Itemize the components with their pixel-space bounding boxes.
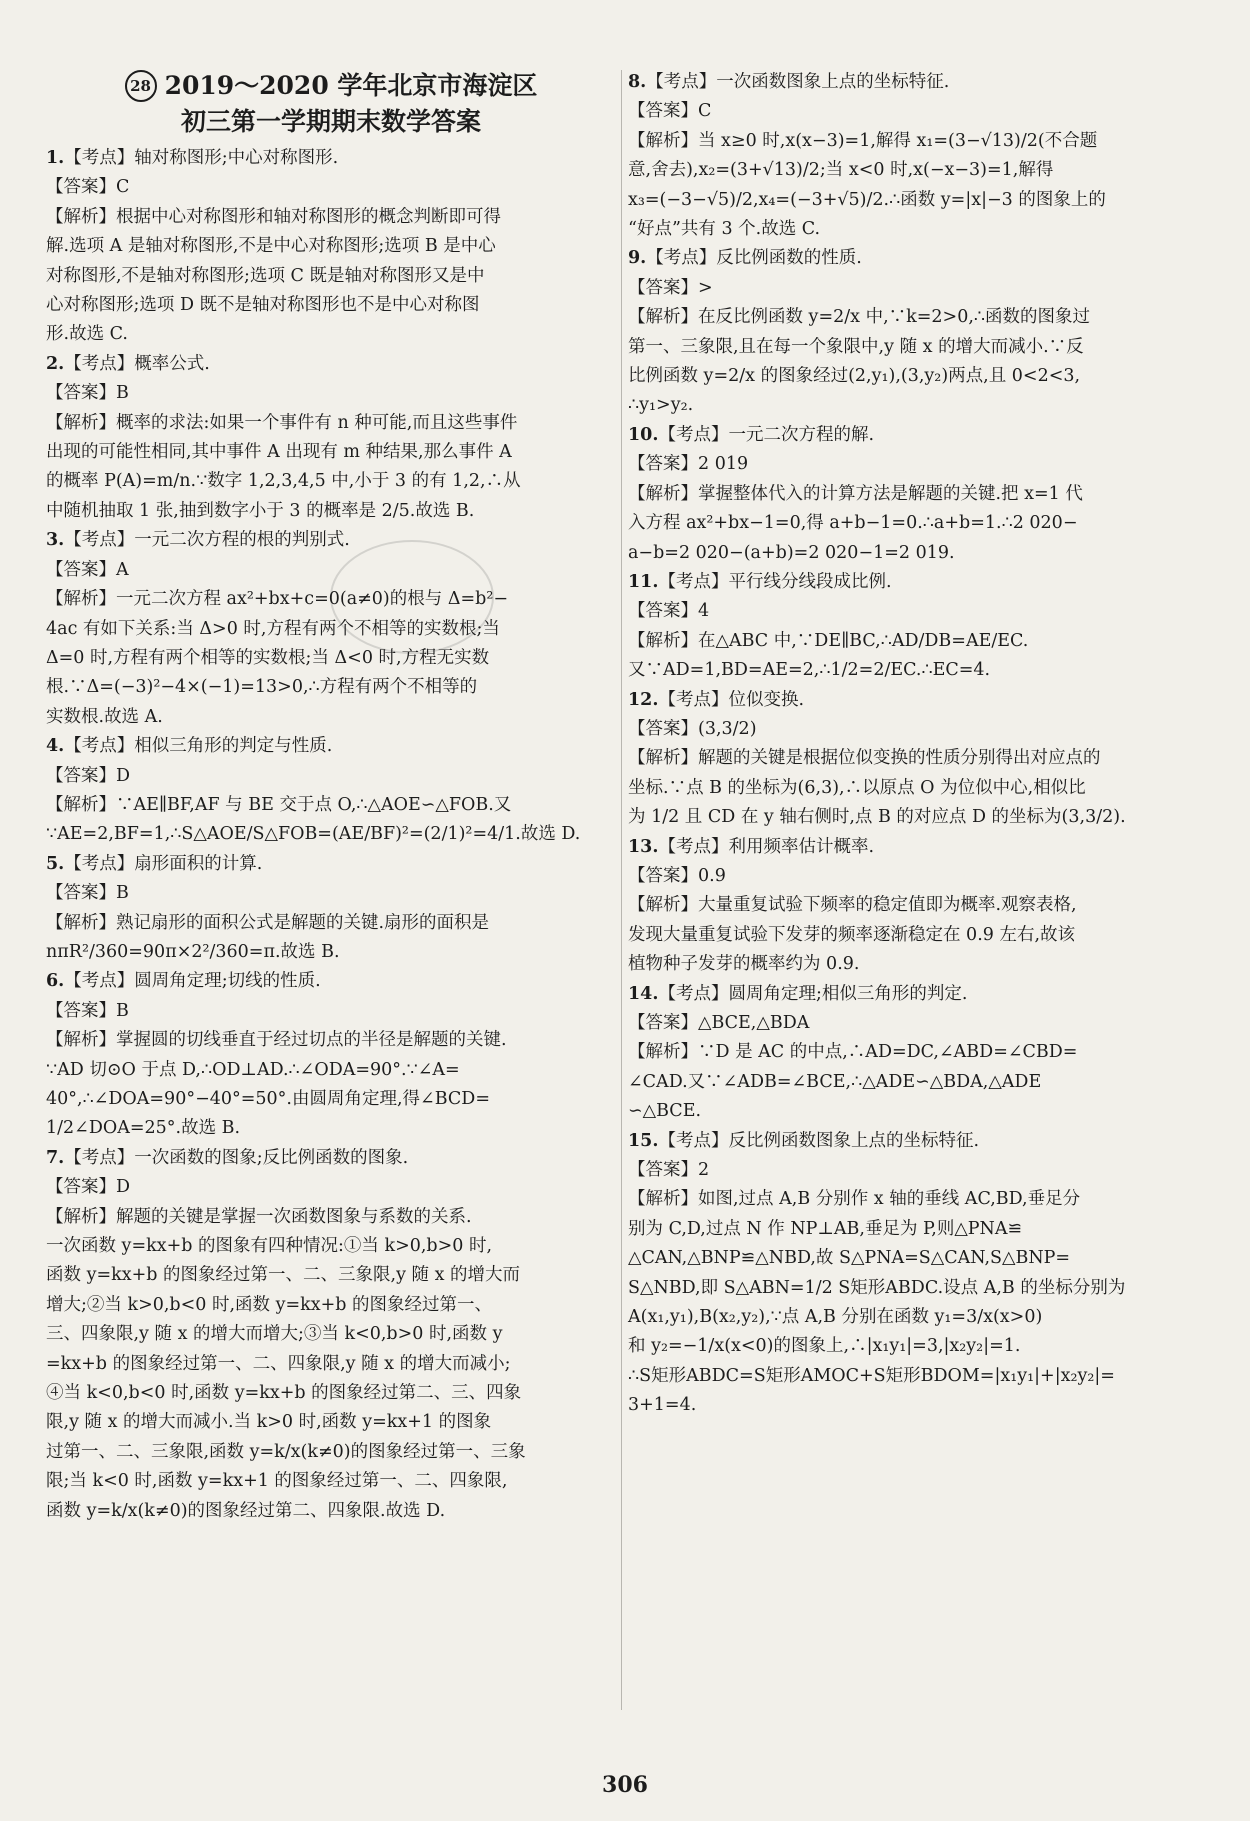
analysis-line: 40°,∴∠DOA=90°−40°=50°.由圆周角定理,得∠BCD= bbox=[46, 1089, 490, 1109]
analysis-line: 一次函数 y=kx+b 的图象有四种情况:①当 k>0,b>0 时, bbox=[46, 1236, 493, 1257]
kaodian-row bbox=[46, 967, 616, 996]
answer-row: 【答案】2 bbox=[628, 1160, 710, 1181]
analysis-line: ④当 k<0,b<0 时,函数 y=kx+b 的图象经过第二、三、四象 bbox=[46, 1383, 522, 1404]
question-block bbox=[46, 350, 616, 526]
left-question-list bbox=[46, 144, 616, 1526]
question-block bbox=[46, 144, 616, 350]
question-number: 10. bbox=[628, 424, 659, 445]
analysis-line: Δ=0 时,方程有两个相等的实数根;当 Δ<0 时,方程无实数 bbox=[46, 647, 490, 668]
analysis-line: 发现大量重复试验下发芽的频率逐渐稳定在 0.9 左右,故该 bbox=[628, 924, 1076, 945]
analysis-line: △CAN,△BNP≌△NBD,故 S△PNA=S△CAN,S△BNP= bbox=[628, 1248, 1071, 1269]
analysis-line: 【解析】∵D 是 AC 的中点,∴AD=DC,∠ABD=∠CBD= bbox=[628, 1042, 1078, 1063]
question-number: 8. bbox=[628, 72, 647, 92]
analysis-line: 增大;②当 k>0,b<0 时,函数 y=kx+b 的图象经过第一、 bbox=[46, 1294, 493, 1315]
question-block bbox=[46, 967, 616, 1143]
answer-row: 【答案】C bbox=[628, 101, 712, 122]
answer-row: 【答案】2 019 bbox=[628, 454, 749, 475]
analysis-line: 函数 y=k/x(k≠0)的图象经过第二、四象限.故选 D. bbox=[46, 1500, 446, 1521]
analysis-line: ∵AD 切⊙O 于点 D,∴OD⊥AD.∴∠ODA=90°.∵∠A= bbox=[46, 1059, 460, 1080]
analysis-line: x₃=(−3−√5)/2,x₄=(−3+√5)/2.∴函数 y=|x|−3 的图象上的 bbox=[628, 189, 1106, 210]
analysis-line: 入方程 ax²+bx−1=0,得 a+b−1=0.∴a+b=1.∴2 020− bbox=[628, 513, 1078, 534]
question-block bbox=[628, 244, 1198, 420]
question-block bbox=[628, 686, 1198, 833]
question-block bbox=[628, 833, 1198, 980]
kaodian-text: 【考点】扇形面积的计算. bbox=[64, 853, 263, 874]
analysis-line: 三、四象限,y 随 x 的增大而增大;③当 k<0,b>0 时,函数 y bbox=[46, 1324, 503, 1345]
answer-row: 【答案】(3,3/2) bbox=[628, 718, 757, 739]
question-number: 5. bbox=[46, 853, 65, 874]
analysis-line: 限;当 k<0 时,函数 y=kx+1 的图象经过第一、二、四象限, bbox=[46, 1471, 508, 1492]
analysis-line: 【解析】在反比例函数 y=2/x 中,∵k=2>0,∴函数的图象过 bbox=[628, 307, 1091, 328]
kaodian-text: 【考点】圆周角定理;相似三角形的判定. bbox=[658, 983, 968, 1004]
analysis-line: 【解析】掌握整体代入的计算方法是解题的关键.把 x=1 代 bbox=[628, 483, 1083, 504]
left-column bbox=[46, 68, 616, 1526]
kaodian-text: 【考点】平行线分线段成比例. bbox=[658, 571, 892, 592]
right-column bbox=[628, 68, 1198, 1421]
kaodian-row bbox=[628, 980, 1198, 1009]
analysis-line: 实数根.故选 A. bbox=[46, 706, 163, 727]
analysis-line: 出现的可能性相同,其中事件 A 出现有 m 种结果,那么事件 A bbox=[46, 442, 512, 463]
analysis-line: 【解析】概率的求法:如果一个事件有 n 种可能,而且这些事件 bbox=[46, 412, 518, 433]
kaodian-row bbox=[46, 732, 616, 761]
kaodian-text: 【考点】利用频率估计概率. bbox=[658, 836, 875, 857]
analysis-line: 【解析】如图,过点 A,B 分别作 x 轴的垂线 AC,BD,垂足分 bbox=[628, 1189, 1081, 1210]
analysis-line: 限,y 随 x 的增大而减小.当 k>0 时,函数 y=kx+1 的图象 bbox=[46, 1412, 492, 1433]
question-number: 7. bbox=[46, 1147, 65, 1168]
analysis-line: 意,舍去),x₂=(3+√13)/2;当 x<0 时,x(−x−3)=1,解得 bbox=[628, 160, 1054, 181]
analysis-line: 坐标.∵点 B 的坐标为(6,3),∴以原点 O 为位似中心,相似比 bbox=[628, 777, 1086, 798]
question-number: 11. bbox=[628, 571, 659, 592]
kaodian-text: 【考点】一次函数图象上点的坐标特征. bbox=[646, 72, 950, 92]
answer-row: 【答案】4 bbox=[628, 601, 710, 622]
title-line-2: 初三第一学期期末数学答案 bbox=[180, 107, 481, 136]
analysis-line: =kx+b 的图象经过第一、二、四象限,y 随 x 的增大而减小; bbox=[46, 1353, 511, 1374]
answer-row: 【答案】0.9 bbox=[628, 865, 726, 886]
analysis-line: 又∵AD=1,BD=AE=2,∴1/2=2/EC.∴EC=4. bbox=[628, 660, 991, 681]
question-block bbox=[628, 980, 1198, 1127]
analysis-line: 【解析】∵AE∥BF,AF 与 BE 交于点 O,∴△AOE∽△FOB.又 bbox=[46, 794, 512, 815]
kaodian-text: 【考点】相似三角形的判定与性质. bbox=[64, 736, 333, 757]
analysis-line: 函数 y=kx+b 的图象经过第一、二、三象限,y 随 x 的增大而 bbox=[46, 1265, 521, 1286]
kaodian-text: 【考点】位似变换. bbox=[658, 689, 805, 710]
analysis-line: 1/2∠DOA=25°.故选 B. bbox=[46, 1118, 241, 1139]
question-block bbox=[628, 68, 1198, 244]
analysis-line: 第一、三象限,且在每一个象限中,y 随 x 的增大而减小.∵反 bbox=[628, 336, 1084, 357]
kaodian-row bbox=[46, 350, 616, 379]
analysis-line: ∴y₁>y₂. bbox=[628, 395, 694, 416]
question-block bbox=[46, 1144, 616, 1526]
kaodian-row bbox=[628, 833, 1198, 862]
analysis-line: 过第一、二、三象限,函数 y=k/x(k≠0)的图象经过第一、三象 bbox=[46, 1441, 526, 1462]
question-number: 12. bbox=[628, 689, 659, 710]
kaodian-row bbox=[628, 421, 1198, 450]
kaodian-text: 【考点】一次函数的图象;反比例函数的图象. bbox=[64, 1147, 409, 1168]
analysis-line: 【解析】在△ABC 中,∵DE∥BC,∴AD/DB=AE/EC. bbox=[628, 630, 1029, 651]
analysis-line: 【解析】根据中心对称图形和轴对称图形的概念判断即可得 bbox=[46, 206, 501, 227]
question-number: 14. bbox=[628, 983, 659, 1004]
kaodian-row bbox=[46, 526, 616, 555]
analysis-line: S△NBD,即 S△ABN=1/2 S矩形ABDC.设点 A,B 的坐标分别为 bbox=[628, 1277, 1126, 1298]
answer-row: 【答案】B bbox=[46, 883, 129, 904]
analysis-line: ∠CAD.又∵∠ADB=∠BCE,∴△ADE∽△BDA,△ADE bbox=[628, 1071, 1042, 1092]
section-badge: 28 bbox=[125, 70, 157, 102]
analysis-line: 【解析】当 x≥0 时,x(x−3)=1,解得 x₁=(3−√13)/2(不合题 bbox=[628, 130, 1098, 151]
analysis-line: “好点”共有 3 个.故选 C. bbox=[628, 219, 821, 240]
analysis-line: 对称图形,不是轴对称图形;选项 C 既是轴对称图形又是中 bbox=[46, 265, 485, 286]
analysis-line: 根.∵Δ=(−3)²−4×(−1)=13>0,∴方程有两个不相等的 bbox=[46, 677, 478, 698]
analysis-line: 形.故选 C. bbox=[46, 324, 128, 345]
analysis-line: 为 1/2 且 CD 在 y 轴右侧时,点 B 的对应点 D 的坐标为(3,3/2). bbox=[628, 807, 1126, 828]
page-title bbox=[46, 68, 616, 140]
answer-row: 【答案】D bbox=[46, 1177, 131, 1198]
question-block bbox=[628, 421, 1198, 568]
analysis-line: 【解析】熟记扇形的面积公式是解题的关键.扇形的面积是 bbox=[46, 912, 490, 933]
analysis-line: nπR²/360=90π×2²/360=π.故选 B. bbox=[46, 941, 340, 962]
question-block bbox=[46, 850, 616, 968]
analysis-line: 解.选项 A 是轴对称图形,不是中心对称图形;选项 B 是中心 bbox=[46, 236, 496, 257]
kaodian-row bbox=[628, 686, 1198, 715]
question-block bbox=[628, 1127, 1198, 1421]
analysis-line: 【解析】解题的关键是根据位似变换的性质分别得出对应点的 bbox=[628, 748, 1101, 769]
analysis-line: 植物种子发芽的概率约为 0.9. bbox=[628, 954, 860, 975]
analysis-line: 【解析】一元二次方程 ax²+bx+c=0(a≠0)的根与 Δ=b²− bbox=[46, 589, 509, 610]
question-number: 4. bbox=[46, 736, 65, 757]
kaodian-row bbox=[46, 144, 616, 173]
analysis-line: 4ac 有如下关系:当 Δ>0 时,方程有两个不相等的实数根;当 bbox=[46, 618, 500, 639]
kaodian-text: 【考点】概率公式. bbox=[64, 353, 210, 374]
analysis-line: A(x₁,y₁),B(x₂,y₂),∵点 A,B 分别在函数 y₁=3/x(x>0) bbox=[628, 1307, 1043, 1328]
analysis-line: a−b=2 020−(a+b)=2 020−1=2 019. bbox=[628, 542, 955, 563]
question-number: 6. bbox=[46, 971, 65, 992]
question-number: 3. bbox=[46, 530, 65, 551]
kaodian-text: 【考点】轴对称图形;中心对称图形. bbox=[64, 148, 339, 168]
answer-row: 【答案】> bbox=[628, 277, 713, 298]
question-number: 9. bbox=[628, 248, 647, 269]
question-number: 13. bbox=[628, 836, 659, 857]
answer-row: 【答案】B bbox=[46, 383, 129, 404]
analysis-line: 的概率 P(A)=m/n.∵数字 1,2,3,4,5 中,小于 3 的有 1,2,∴从 bbox=[46, 471, 521, 492]
answer-row: 【答案】△BCE,△BDA bbox=[628, 1013, 810, 1033]
analysis-line: 【解析】解题的关键是掌握一次函数图象与系数的关系. bbox=[46, 1206, 472, 1227]
question-number: 2. bbox=[46, 353, 65, 374]
analysis-line: ∵AE=2,BF=1,∴S△AOE/S△FOB=(AE/BF)²=(2/1)²=4/1.故选 D. bbox=[46, 824, 581, 845]
analysis-line: 【解析】掌握圆的切线垂直于经过切点的半径是解题的关键. bbox=[46, 1030, 507, 1051]
kaodian-row bbox=[46, 1144, 616, 1173]
answer-row: 【答案】D bbox=[46, 765, 131, 786]
question-block bbox=[46, 732, 616, 850]
answer-row: 【答案】A bbox=[46, 559, 129, 580]
analysis-line: 中随机抽取 1 张,抽到数字小于 3 的概率是 2/5.故选 B. bbox=[46, 500, 475, 521]
answer-row: 【答案】C bbox=[46, 177, 130, 198]
analysis-line: 别为 C,D,过点 N 作 NP⊥AB,垂足为 P,则△PNA≌ bbox=[628, 1218, 1023, 1239]
analysis-line: 心对称图形;选项 D 既不是轴对称图形也不是中心对称图 bbox=[46, 295, 480, 316]
kaodian-row bbox=[628, 68, 1198, 97]
analysis-line: ∴S矩形ABDC=S矩形AMOC+S矩形BDOM=|x₁y₁|+|x₂y₂|= bbox=[628, 1365, 1115, 1386]
question-number: 15. bbox=[628, 1130, 659, 1151]
kaodian-text: 【考点】一元二次方程的根的判别式. bbox=[64, 530, 350, 551]
analysis-line: ∽△BCE. bbox=[628, 1101, 702, 1122]
analysis-line: 和 y₂=−1/x(x<0)的图象上,∴|x₁y₁|=3,|x₂y₂|=1. bbox=[628, 1336, 1021, 1357]
analysis-line: 比例函数 y=2/x 的图象经过(2,y₁),(3,y₂)两点,且 0<2<3, bbox=[628, 366, 1081, 387]
column-divider bbox=[621, 70, 622, 1710]
kaodian-text: 【考点】反比例函数的性质. bbox=[646, 248, 862, 269]
right-question-list bbox=[628, 68, 1198, 1421]
question-block bbox=[628, 568, 1198, 686]
kaodian-text: 【考点】一元二次方程的解. bbox=[658, 424, 875, 445]
kaodian-row bbox=[628, 244, 1198, 273]
question-number: 1. bbox=[46, 148, 65, 168]
kaodian-text: 【考点】圆周角定理;切线的性质. bbox=[64, 971, 321, 992]
question-block bbox=[46, 526, 616, 732]
title-line-1: 2019～2020 学年北京市海淀区 bbox=[164, 71, 538, 100]
kaodian-text: 【考点】反比例函数图象上点的坐标特征. bbox=[658, 1130, 980, 1151]
analysis-line: 【解析】大量重复试验下频率的稳定值即为概率.观察表格, bbox=[628, 895, 1077, 916]
answer-row: 【答案】B bbox=[46, 1000, 129, 1021]
kaodian-row bbox=[46, 850, 616, 879]
analysis-line: 3+1=4. bbox=[628, 1395, 697, 1416]
kaodian-row bbox=[628, 568, 1198, 597]
page-number: 306 bbox=[602, 1772, 648, 1798]
kaodian-row bbox=[628, 1127, 1198, 1156]
